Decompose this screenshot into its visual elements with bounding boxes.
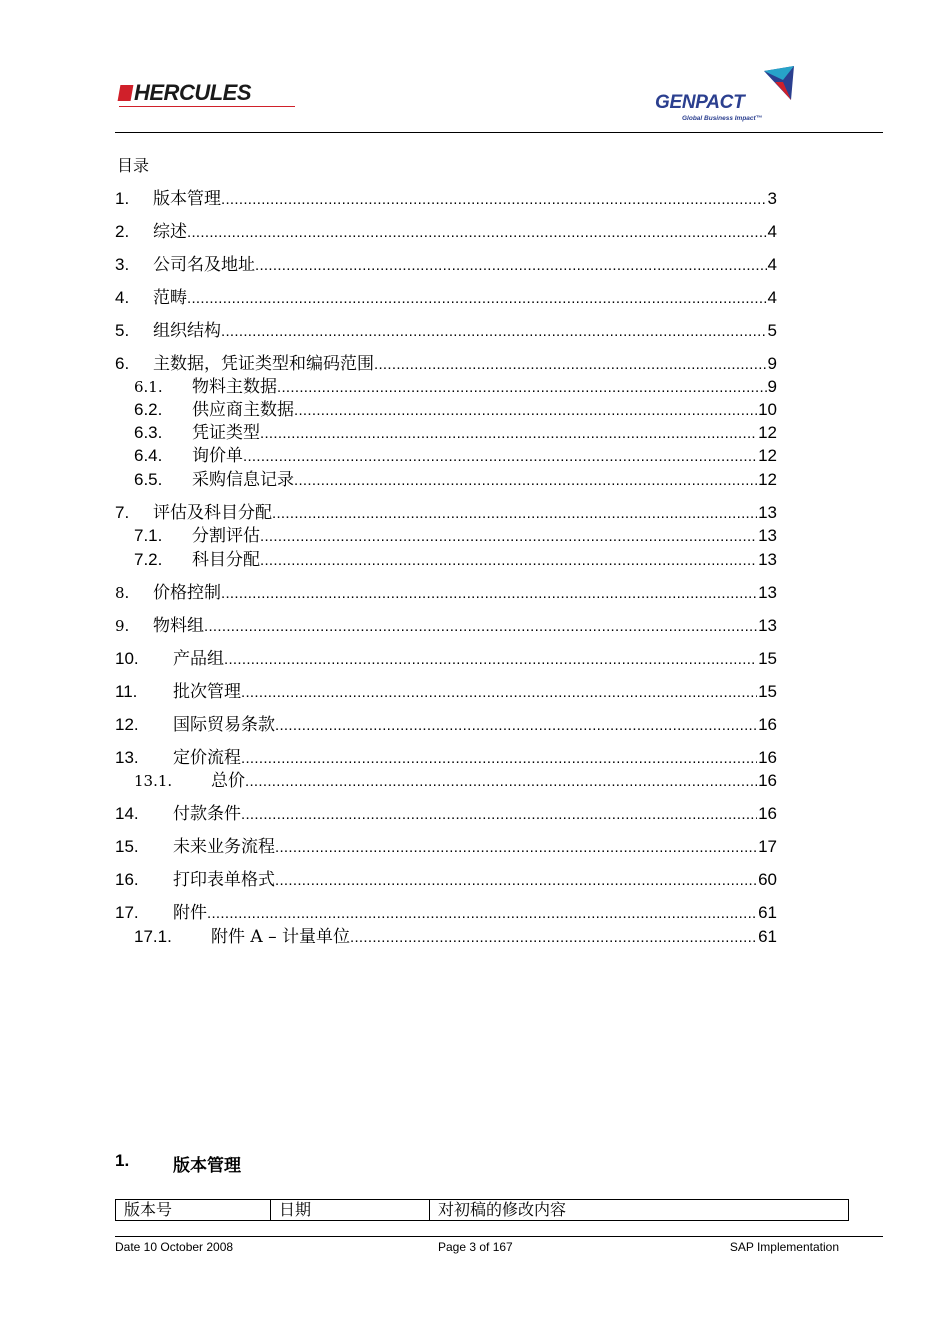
toc-entry[interactable] [115,611,777,636]
toc-entry-page: 13 [758,526,777,545]
toc-entry-page: 16 [758,771,777,790]
toc-entry-number: 6.1. [134,378,163,396]
toc-entry[interactable] [134,545,777,570]
section-title: 版本管理 [173,1156,241,1175]
toc-entry[interactable] [134,441,777,466]
toc-entry[interactable] [115,250,777,275]
toc-entry-label: 国际贸易条款 [173,715,275,735]
toc-entry[interactable] [115,644,777,669]
toc-entry-page: 12 [758,423,777,442]
genpact-logo-tagline: Global Business Impact™ [682,115,763,122]
toc-entry-label: 附件 A – 计量单位 [211,927,350,947]
toc-entry[interactable] [134,766,777,791]
toc-leader-dots [221,585,757,602]
toc-entry-label: 询价单 [192,446,243,466]
version-table-header-row [116,1200,849,1221]
toc-entry-page: 9 [767,354,777,373]
toc-entry-page: 13 [758,550,777,569]
toc-entry-label: 打印表单格式 [173,870,275,890]
toc-entry[interactable] [134,372,777,397]
toc-entry[interactable] [115,677,777,702]
toc-entry-page: 61 [758,927,777,946]
toc-entry[interactable] [115,898,777,923]
toc-entry-number: 10. [115,649,139,668]
toc-entry[interactable] [115,349,777,374]
toc-entry-label: 产品组 [173,649,224,669]
toc-entry-page: 17 [758,837,777,856]
toc-entry-page: 4 [767,288,777,307]
genpact-logo-text: GENPACT [655,92,745,113]
section-heading [115,1151,241,1176]
toc-entry-label: 科目分配 [192,550,260,570]
toc-entry-page: 4 [767,222,777,241]
footer-divider [115,1236,883,1237]
hercules-logo-mark [118,85,134,101]
toc-entry-label: 范畴 [153,288,187,308]
toc-entry-label: 主数据，凭证类型和编码范围 [153,354,374,374]
toc-entry[interactable] [115,743,777,768]
toc-entry-label: 分割评估 [192,526,260,546]
toc-entry-page: 12 [758,446,777,465]
genpact-logo-mark [761,66,797,102]
toc-entry-number: 6.5. [134,470,163,489]
header-divider [115,132,883,133]
toc-entry-number: 9. [115,617,130,635]
toc-entry-number: 6.3. [134,423,163,442]
toc-leader-dots [241,750,757,767]
toc-entry-page: 13 [758,503,777,522]
toc-entry[interactable] [134,521,777,546]
toc-entry-label: 价格控制 [153,583,221,603]
toc-entry[interactable] [115,498,777,523]
toc-entry-number: 17.1. [134,927,172,946]
toc-entry-page: 4 [767,255,777,274]
footer-page-number: Page 3 of 167 [438,1240,513,1254]
toc-leader-dots [294,472,757,489]
toc-entry-number: 5. [115,321,130,340]
toc-entry[interactable] [115,578,777,603]
toc-entry[interactable] [115,184,777,209]
toc-entry-number: 12. [115,715,139,734]
toc-entry-label: 定价流程 [173,748,241,768]
toc-leader-dots [187,290,767,307]
toc-entry-number: 6.4. [134,446,163,465]
toc-leader-dots [277,379,767,396]
toc-leader-dots [207,905,757,922]
toc-entry-number: 11. [115,682,138,701]
toc-leader-dots [243,448,757,465]
hercules-logo-underline [119,106,295,107]
toc-leader-dots [260,552,757,569]
toc-entry-page: 9 [767,377,777,396]
genpact-logo [655,66,805,128]
toc-entry-page: 16 [758,748,777,767]
toc-entry-page: 16 [758,804,777,823]
toc-entry-label: 评估及科目分配 [153,503,272,523]
toc-entry-label: 未来业务流程 [173,837,275,857]
version-table [115,1199,849,1221]
toc-entry-number: 14. [115,804,139,823]
toc-entry-number: 7.1. [134,526,163,545]
toc-entry-label: 供应商主数据 [192,400,294,420]
section-number: 1. [115,1151,130,1170]
toc-leader-dots [272,505,757,522]
toc-entry-number: 8. [115,584,130,602]
toc-entry-page: 13 [758,616,777,635]
footer-project: SAP Implementation [729,1240,839,1254]
version-table-header: 日期 [271,1200,430,1221]
version-table-header: 对初稿的修改内容 [430,1200,849,1221]
toc-entry-label: 组织结构 [153,321,221,341]
page-header [115,60,883,134]
toc-leader-dots [275,839,757,856]
toc-entry-label: 公司名及地址 [153,255,255,275]
toc-entry-label: 物料主数据 [192,377,277,397]
toc-entry-label: 凭证类型 [192,423,260,443]
toc-entry[interactable] [134,922,777,947]
toc-entry[interactable] [134,395,777,420]
toc-entry-number: 16. [115,870,139,889]
toc-entry[interactable] [134,418,777,443]
toc-leader-dots [221,323,767,340]
toc-entry-number: 7.2. [134,550,163,569]
toc-entry[interactable] [134,465,777,490]
toc-entry[interactable] [115,217,777,242]
toc-entry-number: 17. [115,903,139,922]
toc-entry[interactable] [115,865,777,890]
toc-entry-page: 61 [758,903,777,922]
toc-entry-number: 6.2. [134,400,163,419]
toc-leader-dots [275,717,757,734]
toc-leader-dots [241,806,757,823]
toc-entry-page: 5 [767,321,777,340]
toc-entry[interactable] [115,799,777,824]
toc-title: 目录 [117,156,150,175]
toc-leader-dots [221,191,767,208]
toc-leader-dots [374,356,767,373]
toc-entry-number: 13. [115,748,139,767]
toc-entry-label: 总价 [211,771,245,791]
toc-entry-page: 10 [758,400,777,419]
toc-entry-page: 15 [758,682,777,701]
version-table-header: 版本号 [116,1200,271,1221]
toc-leader-dots [294,402,757,419]
toc-entry-page: 12 [758,470,777,489]
toc-entry-number: 15. [115,837,139,856]
toc-entry-label: 综述 [153,222,187,242]
toc-entry-label: 批次管理 [173,682,241,702]
toc-entry-label: 版本管理 [153,189,221,209]
toc-entry-page: 15 [758,649,777,668]
toc-entry[interactable] [115,283,777,308]
footer-date: Date 10 October 2008 [115,1240,234,1254]
toc-entry-number: 6. [115,354,130,373]
toc-leader-dots [245,773,757,790]
toc-entry-number: 3. [115,255,130,274]
toc-entry[interactable] [115,316,777,341]
toc-leader-dots [204,618,757,635]
toc-entry-number: 4. [115,288,130,307]
hercules-logo [119,80,295,106]
toc-entry-label: 采购信息记录 [192,470,294,490]
toc-entry[interactable] [115,710,777,735]
toc-entry-number: 1. [115,189,130,208]
toc-entry-number: 2. [115,222,130,241]
toc-entry-page: 60 [758,870,777,889]
toc-entry-page: 16 [758,715,777,734]
toc-entry-page: 3 [767,189,777,208]
toc-leader-dots [260,528,757,545]
toc-entry-label: 附件 [173,903,207,923]
toc-leader-dots [260,425,757,442]
hercules-logo-text: HERCULES [134,80,252,105]
toc-leader-dots [187,224,767,241]
toc-leader-dots [241,684,757,701]
toc-entry[interactable] [115,832,777,857]
toc-entry-label: 物料组 [153,616,204,636]
toc-entry-number: 13.1. [134,772,173,790]
toc-leader-dots [224,651,757,668]
toc-entry-page: 13 [758,583,777,602]
toc-entry-label: 付款条件 [173,804,241,824]
toc-leader-dots [350,929,757,946]
toc-entry-number: 7. [115,503,130,522]
toc-leader-dots [275,872,757,889]
toc-leader-dots [255,257,767,274]
